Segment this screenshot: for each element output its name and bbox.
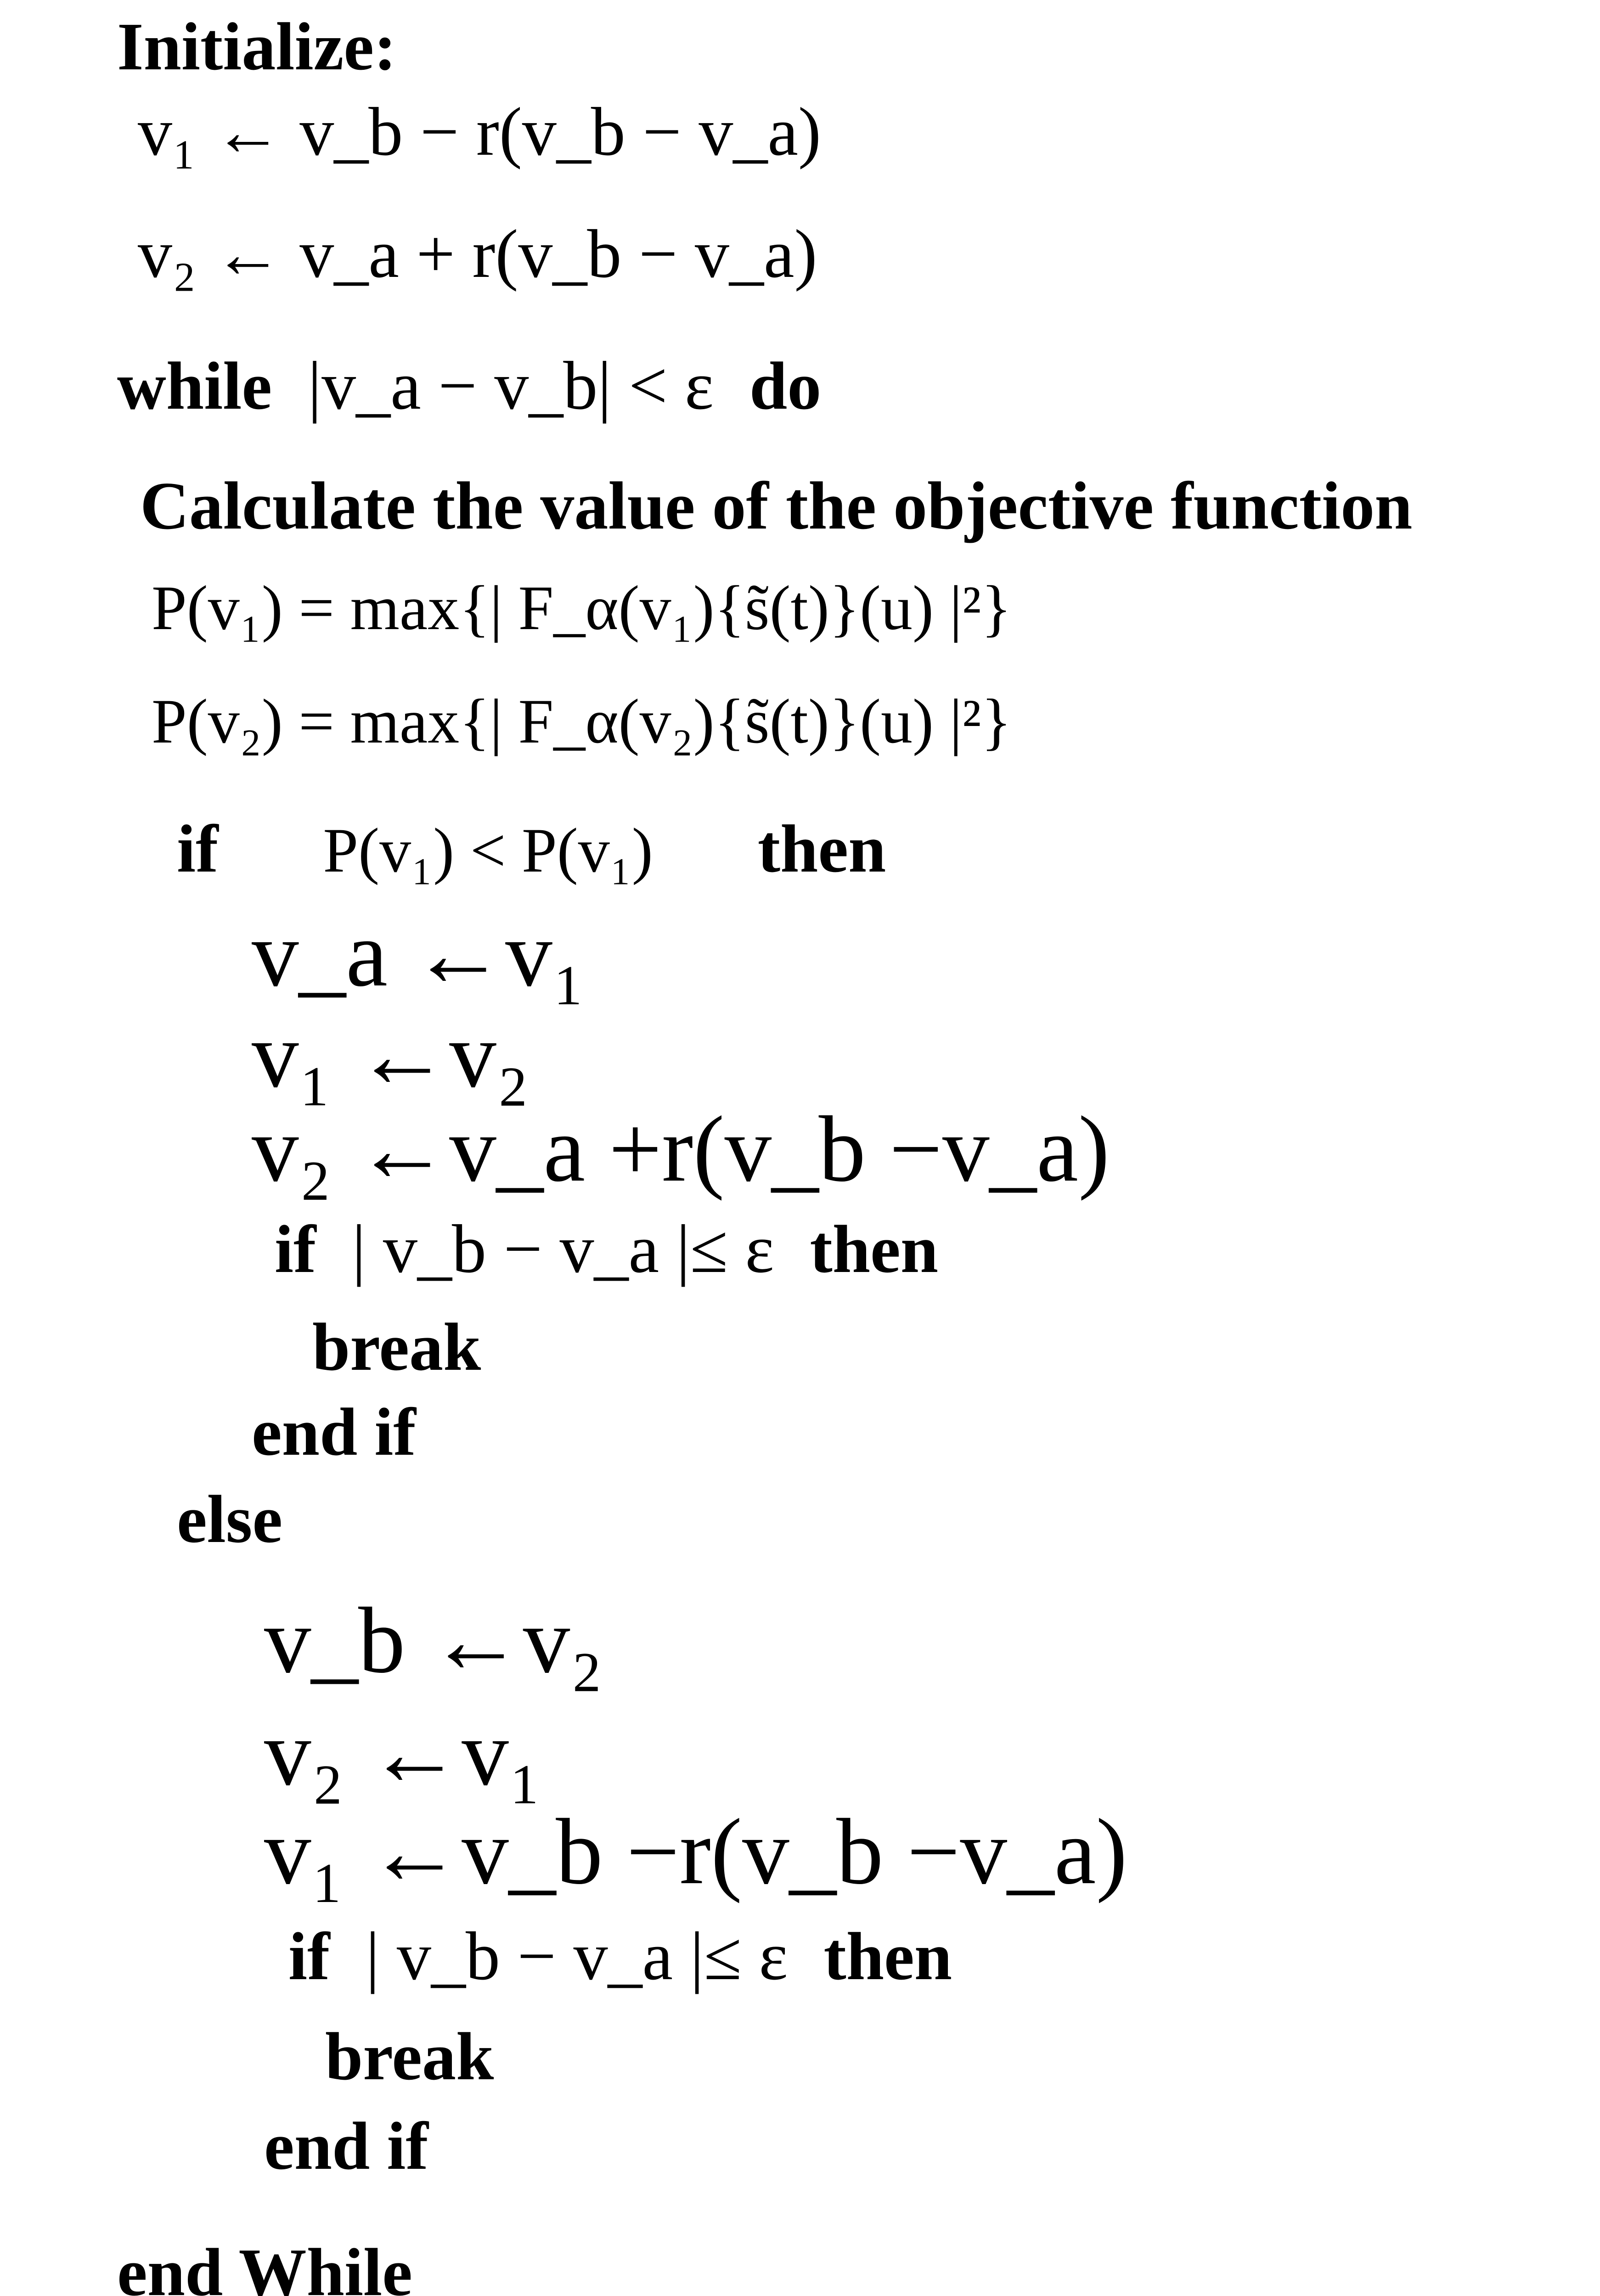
else-inner-if-condition: | v_b − v_a |≤ ε	[366, 1918, 788, 1994]
if-line	[177, 811, 886, 887]
then-keyword: then	[757, 811, 886, 887]
then-end-if-keyword: end if	[252, 1395, 416, 1470]
p-v2-formula: P(v₂) = max{| F_α(v₂){s̃(t)}(u) |²}	[152, 686, 1012, 756]
if-condition: P(v₁) < P(v₁)	[323, 815, 653, 885]
inner-if-condition: | v_b − v_a |≤ ε	[352, 1211, 774, 1287]
do-keyword: do	[749, 349, 822, 424]
then-inner-if-line	[275, 1211, 939, 1287]
initialize-heading: Initialize:	[117, 9, 397, 84]
end-while-keyword: end While	[117, 2235, 412, 2296]
else-break-keyword: break	[325, 2019, 494, 2094]
else-assign-vb: v_b ←v₂	[264, 1588, 603, 1693]
else-inner-if-line	[288, 1918, 952, 1994]
else-assign-v2: v₂ ←v₁	[264, 1701, 542, 1805]
else-assign-v1: v₁ ←v_b −r(v_b −v_a)	[264, 1800, 1127, 1904]
then-assign-va: v_a ←v₁	[252, 902, 586, 1006]
else-end-if-keyword: end if	[264, 2109, 428, 2184]
while-keyword: while	[117, 349, 272, 424]
then-assign-v2: v₂ ←v_a +r(v_b −v_a)	[252, 1097, 1110, 1201]
if-keyword: if	[177, 811, 219, 887]
else-keyword: else	[177, 1482, 283, 1557]
then-assign-v1: v₁ ←v₂	[252, 1003, 530, 1107]
while-condition: |v_a − v_b| < ε	[308, 348, 714, 424]
then-break-keyword: break	[312, 1310, 481, 1385]
else-inner-if-keyword: if	[288, 1919, 330, 1994]
inner-if-keyword: if	[275, 1212, 316, 1287]
calculate-objective-text: Calculate the value of the objective function	[140, 468, 1413, 544]
init-v1-formula: v₁ ← v_b − r(v_b − v_a)	[138, 94, 821, 170]
init-v2-formula: v₂ ← v_a + r(v_b − v_a)	[138, 216, 817, 292]
else-inner-then-keyword: then	[823, 1919, 952, 1994]
p-v1-formula: P(v₁) = max{| F_α(v₁){s̃(t)}(u) |²}	[152, 573, 1012, 643]
while-line	[117, 348, 822, 424]
inner-then-keyword: then	[810, 1212, 939, 1287]
